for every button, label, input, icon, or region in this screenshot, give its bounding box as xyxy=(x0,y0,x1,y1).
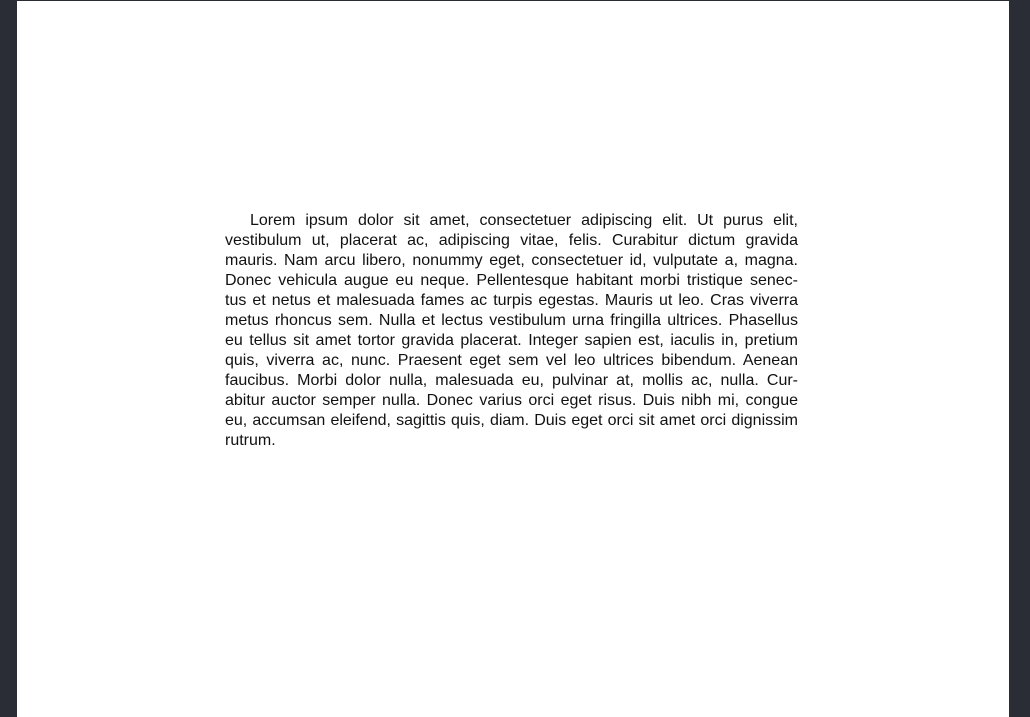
paragraph-line: tus et netus et malesuada fames ac turpis egestas. Mauris ut leo. Cras viverra xyxy=(225,292,798,309)
paragraph-line: vestibulum ut, placerat ac, adipiscing vitae, felis. Curabitur dictum gravida xyxy=(225,232,798,249)
paragraph-line: quis, viverra ac, nunc. Praesent eget sem vel leo ultrices bibendum. Aenean xyxy=(225,352,798,369)
paragraph-line: Lorem ipsum dolor sit amet, consectetuer adipiscing elit. Ut purus elit, xyxy=(250,212,798,229)
document-page xyxy=(17,1,1009,717)
paragraph-line: metus rhoncus sem. Nulla et lectus vestibulum urna fringilla ultrices. Phasellus xyxy=(225,312,798,329)
paragraph-line: abitur auctor semper nulla. Donec varius orci eget risus. Duis nibh mi, congue xyxy=(225,392,798,409)
paragraph-line: Donec vehicula augue eu neque. Pellentesque habitant morbi tristique senec- xyxy=(225,272,798,289)
body-paragraph xyxy=(225,211,798,451)
paragraph-line: mauris. Nam arcu libero, nonummy eget, consectetuer id, vulputate a, magna. xyxy=(225,252,798,269)
paragraph-line: eu tellus sit amet tortor gravida placerat. Integer sapien est, iaculis in, pretium xyxy=(225,332,798,349)
paragraph-line: eu, accumsan eleifend, sagittis quis, diam. Duis eget orci sit amet orci dignissim xyxy=(225,412,798,429)
paragraph-line: rutrum. xyxy=(225,432,276,449)
paragraph-line: faucibus. Morbi dolor nulla, malesuada eu, pulvinar at, mollis ac, nulla. Cur- xyxy=(225,372,798,389)
